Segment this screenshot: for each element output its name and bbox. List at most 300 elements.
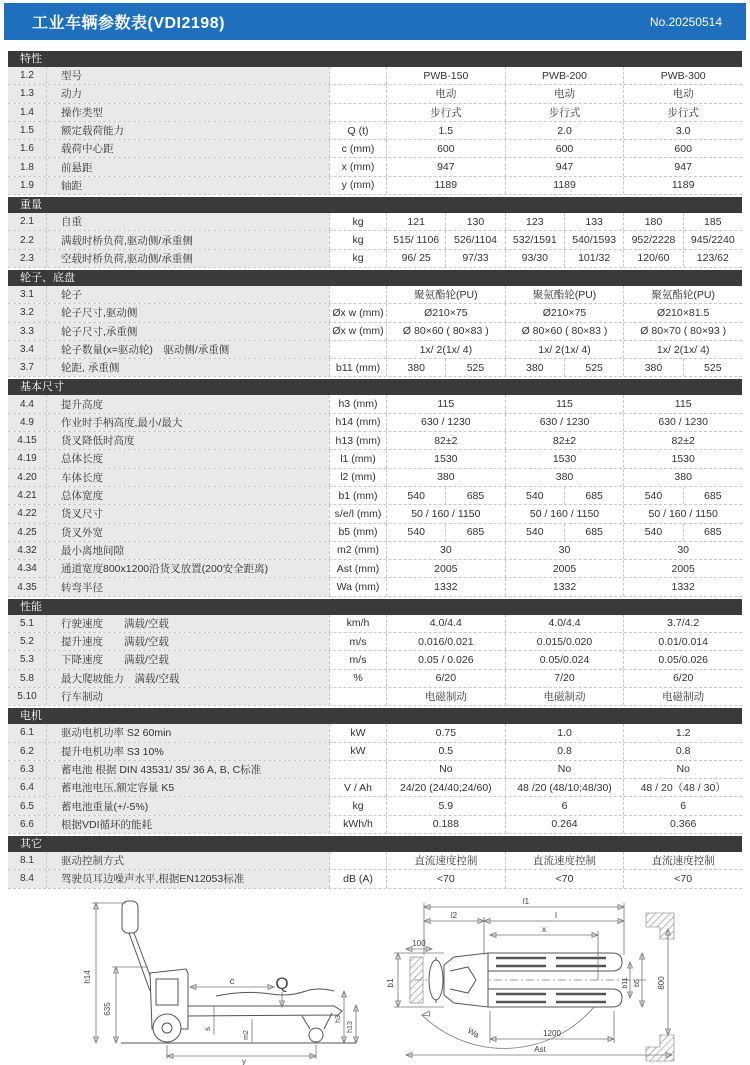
table-row: [8, 250, 742, 268]
row-label: 行车制动: [46, 688, 329, 705]
section-header: [8, 706, 742, 724]
value-cell: <70: [505, 870, 624, 887]
fork: [188, 1006, 342, 1016]
value-cell: 0.75: [386, 724, 505, 741]
table-row: [8, 341, 742, 359]
value-cell: 0.05/0.026: [623, 651, 742, 668]
table-row: [8, 761, 742, 779]
row-values: [386, 688, 742, 705]
value-cell: 电动: [386, 85, 505, 102]
row-unit: [329, 852, 386, 869]
row-label: 轮子: [46, 286, 329, 303]
dim-y-label: y: [242, 1056, 246, 1065]
row-label: 最小离地间隙: [46, 542, 329, 559]
value-cell: 2005: [623, 560, 742, 577]
section-header: [8, 597, 742, 615]
row-values: [386, 761, 742, 778]
value-cell: 380: [623, 359, 682, 376]
row-unit: [329, 761, 386, 778]
row-label: 转弯半径: [46, 578, 329, 595]
row-unit: Wa (mm): [329, 578, 386, 595]
table-row: [8, 870, 742, 888]
value-cell: 685: [564, 487, 623, 504]
row-unit: h3 (mm): [329, 395, 386, 412]
row-unit: c (mm): [329, 140, 386, 157]
row-index: 6.2: [8, 743, 46, 760]
row-values: [386, 560, 742, 577]
table-row: [8, 724, 742, 742]
value-cell: 82±2: [386, 432, 505, 449]
value-cell: 1x/ 2(1x/ 4): [623, 341, 742, 358]
section-header: [8, 834, 742, 852]
row-values: [386, 395, 742, 412]
table-row: [8, 395, 742, 413]
technical-drawings: [4, 889, 746, 1065]
table-row: [8, 670, 742, 688]
table-row: [8, 560, 742, 578]
section-title: 电机: [20, 710, 42, 723]
row-values: [386, 122, 742, 139]
row-index: 2.2: [8, 231, 46, 248]
row-values: [386, 450, 742, 467]
value-cell: 945/2240: [683, 231, 742, 248]
value-cell: 6: [505, 797, 624, 814]
row-values: [386, 323, 742, 340]
row-index: 5.3: [8, 651, 46, 668]
table-row: [8, 286, 742, 304]
value-cell: 123: [505, 213, 564, 230]
dim-ast-label: Ast: [534, 1044, 546, 1054]
value-cell: 540: [386, 487, 445, 504]
wall-hatch-bottom: [646, 1035, 674, 1061]
row-unit: m2 (mm): [329, 542, 386, 559]
row-index: 1.5: [8, 122, 46, 139]
value-cell: 133: [564, 213, 623, 230]
row-index: 8.1: [8, 852, 46, 869]
value-cell: 30: [623, 542, 742, 559]
value-cell: 0.05/0.024: [505, 651, 624, 668]
row-label: 动力: [46, 85, 329, 102]
value-cell: 1530: [505, 450, 624, 467]
row-unit: kW: [329, 724, 386, 741]
row-unit: y (mm): [329, 177, 386, 194]
row-unit: h14 (mm): [329, 414, 386, 431]
row-unit: kg: [329, 231, 386, 248]
value-cell: 6/20: [623, 670, 742, 687]
table-row: [8, 651, 742, 669]
table-row: [8, 487, 742, 505]
fork-lower: [488, 989, 622, 1007]
value-cell: 1.5: [386, 122, 505, 139]
row-unit: Ast (mm): [329, 560, 386, 577]
row-index: 3.4: [8, 341, 46, 358]
row-index: 6.4: [8, 779, 46, 796]
value-cell: 5.9: [386, 797, 505, 814]
row-values: [386, 743, 742, 760]
row-label: 作业时手柄高度,最小/最大: [46, 414, 329, 431]
row-unit: dB (A): [329, 870, 386, 887]
row-index: 1.3: [8, 85, 46, 102]
row-label: 额定载荷能力: [46, 122, 329, 139]
page-header: [4, 3, 746, 40]
table-row: [8, 323, 742, 341]
value-cell: 电磁制动: [386, 688, 505, 705]
top-view-drawing: [384, 895, 696, 1065]
row-index: 1.4: [8, 104, 46, 121]
dim-m2-label: m2: [243, 1029, 250, 1040]
row-index: 4.34: [8, 560, 46, 577]
row-index: 1.9: [8, 177, 46, 194]
value-cell: No: [505, 761, 624, 778]
table-row: [8, 85, 742, 103]
section-title: 重量: [20, 199, 42, 212]
row-index: 4.21: [8, 487, 46, 504]
row-values: [386, 487, 742, 504]
row-unit: m/s: [329, 651, 386, 668]
row-label: 驱动电机功率 S2 60min: [46, 724, 329, 741]
row-label: 驱动控制方式: [46, 852, 329, 869]
value-cell: 180: [623, 213, 682, 230]
value-cell: 直流速度控制: [623, 852, 742, 869]
value-cell: 聚氨酯轮(PU): [505, 286, 624, 303]
row-unit: l2 (mm): [329, 469, 386, 486]
row-label: 空载时桥负荷,驱动侧/承重侧: [46, 250, 329, 267]
table-row: [8, 231, 742, 249]
row-index: 4.4: [8, 395, 46, 412]
row-values: [386, 852, 742, 869]
row-label: 通道宽度800x1200沿货叉放置(200安全距离): [46, 560, 329, 577]
row-index: 2.3: [8, 250, 46, 267]
row-values: [386, 304, 742, 321]
value-cell: 685: [683, 524, 742, 541]
row-index: 5.2: [8, 633, 46, 650]
dim-h13-label: h13: [347, 1020, 354, 1033]
value-cell: 3.0: [623, 122, 742, 139]
value-cell: 50 / 160 / 1150: [623, 505, 742, 522]
spec-table: [8, 49, 742, 889]
row-unit: [329, 688, 386, 705]
value-cell: PWB-150: [386, 67, 505, 84]
row-index: 1.6: [8, 140, 46, 157]
row-unit: kg: [329, 797, 386, 814]
row-values: [386, 779, 742, 796]
row-values: [386, 286, 742, 303]
row-unit: kg: [329, 250, 386, 267]
row-values: [386, 67, 742, 84]
table-row: [8, 304, 742, 322]
section-header: [8, 377, 742, 395]
dim-b11-label: b11: [622, 976, 629, 989]
value-cell: Ø 80×70 ( 80×93 ): [623, 323, 742, 340]
row-values: [386, 158, 742, 175]
row-label: 轮子尺寸,承重侧: [46, 323, 329, 340]
row-values: [386, 633, 742, 650]
value-cell: 直流速度控制: [386, 852, 505, 869]
table-row: [8, 158, 742, 176]
value-cell: 123/62: [683, 250, 742, 267]
value-cell: <70: [386, 870, 505, 887]
value-cell: 525: [445, 359, 504, 376]
row-index: 6.3: [8, 761, 46, 778]
row-unit: kWh/h: [329, 816, 386, 833]
row-index: 8.4: [8, 870, 46, 887]
value-cell: PWB-200: [505, 67, 624, 84]
dim-b1-label: b1: [386, 978, 395, 988]
load-roller: [309, 1028, 323, 1042]
row-label: 轮子数量(x=驱动轮) 驱动侧/承重侧: [46, 341, 329, 358]
dim-1200-label: 1200: [543, 1028, 561, 1038]
row-values: [386, 104, 742, 121]
value-cell: 525: [683, 359, 742, 376]
row-index: 3.2: [8, 304, 46, 321]
row-values: [386, 651, 742, 668]
value-cell: Ø210×81.5: [623, 304, 742, 321]
value-cell: 0.188: [386, 816, 505, 833]
row-unit: Øx w (mm): [329, 304, 386, 321]
row-index: 5.10: [8, 688, 46, 705]
row-values: [386, 578, 742, 595]
value-cell: 685: [683, 487, 742, 504]
table-row: [8, 743, 742, 761]
row-unit: V / Ah: [329, 779, 386, 796]
row-values: [386, 816, 742, 833]
section-header: [8, 195, 742, 213]
value-cell: Ø210×75: [505, 304, 624, 321]
table-row: [8, 816, 742, 834]
table-row: [8, 450, 742, 468]
value-cell: 532/1591: [505, 231, 564, 248]
row-label: 蓄电池电压,额定容量 K5: [46, 779, 329, 796]
row-label: 行驶速度 满载/空载: [46, 615, 329, 632]
row-index: 1.2: [8, 67, 46, 84]
value-cell: 步行式: [623, 104, 742, 121]
value-cell: 48 /20 (48/10;48/30): [505, 779, 624, 796]
row-index: 4.35: [8, 578, 46, 595]
value-cell: 600: [623, 140, 742, 157]
value-cell: 185: [683, 213, 742, 230]
value-cell: 600: [505, 140, 624, 157]
value-cell: 步行式: [386, 104, 505, 121]
row-index: 4.9: [8, 414, 46, 431]
row-values: [386, 469, 742, 486]
dim-800-label: 800: [657, 975, 666, 990]
row-index: 4.20: [8, 469, 46, 486]
row-unit: b1 (mm): [329, 487, 386, 504]
fork-upper: [488, 953, 622, 971]
tiller-head: [122, 901, 138, 933]
row-values: [386, 140, 742, 157]
row-index: 5.8: [8, 670, 46, 687]
value-cell: 1530: [623, 450, 742, 467]
row-label: 货叉降低时高度: [46, 432, 329, 449]
row-unit: h13 (mm): [329, 432, 386, 449]
row-index: 6.1: [8, 724, 46, 741]
value-cell: 82±2: [505, 432, 624, 449]
value-cell: 1332: [386, 578, 505, 595]
table-row: [8, 177, 742, 195]
row-label: 驾驶员耳边噪声水平,根据EN12053标准: [46, 870, 329, 887]
value-cell: 380: [623, 469, 742, 486]
value-cell: PWB-300: [623, 67, 742, 84]
value-cell: 0.01/0.014: [623, 633, 742, 650]
table-row: [8, 578, 742, 596]
dim-635-label: 635: [103, 1001, 112, 1016]
row-unit: Q (t): [329, 122, 386, 139]
value-cell: 947: [386, 158, 505, 175]
row-values: [386, 432, 742, 449]
row-unit: [329, 104, 386, 121]
value-cell: Ø210×75: [386, 304, 505, 321]
value-cell: 630 / 1230: [386, 414, 505, 431]
row-unit: m/s: [329, 633, 386, 650]
row-label: 轮距, 承重侧: [46, 359, 329, 376]
value-cell: 0.8: [623, 743, 742, 760]
section-title: 轮子、底盘: [20, 271, 75, 284]
table-row: [8, 414, 742, 432]
value-cell: 130: [445, 213, 504, 230]
value-cell: 515/ 1106: [386, 231, 445, 248]
steering-wheel: [429, 960, 443, 1000]
value-cell: 1x/ 2(1x/ 4): [505, 341, 624, 358]
value-cell: 4.0/4.4: [505, 615, 624, 632]
row-values: [386, 85, 742, 102]
row-index: 5.1: [8, 615, 46, 632]
dim-l1-label: l1: [522, 896, 530, 906]
row-label: 提升高度: [46, 395, 329, 412]
section-title: 基本尺寸: [20, 381, 64, 394]
row-values: [386, 870, 742, 887]
value-cell: 聚氨酯轮(PU): [623, 286, 742, 303]
row-index: 2.1: [8, 213, 46, 230]
row-values: [386, 359, 742, 376]
row-label: 总体长度: [46, 450, 329, 467]
value-cell: 540: [386, 524, 445, 541]
row-label: 货叉外宽: [46, 524, 329, 541]
page-title: 工业车辆参数表(VDI2198): [32, 15, 225, 32]
value-cell: 630 / 1230: [623, 414, 742, 431]
value-cell: 380: [386, 359, 445, 376]
table-row: [8, 122, 742, 140]
value-cell: 685: [564, 524, 623, 541]
value-cell: 380: [386, 469, 505, 486]
side-view-drawing: [66, 895, 362, 1065]
row-index: 3.3: [8, 323, 46, 340]
row-values: [386, 250, 742, 267]
value-cell: 526/1104: [445, 231, 504, 248]
value-cell: No: [623, 761, 742, 778]
value-cell: 4.0/4.4: [386, 615, 505, 632]
table-row: [8, 140, 742, 158]
value-cell: 540: [623, 524, 682, 541]
row-unit: %: [329, 670, 386, 687]
row-label: 轮子尺寸,驱动侧: [46, 304, 329, 321]
row-label: 型号: [46, 67, 329, 84]
row-label: 自重: [46, 213, 329, 230]
value-cell: 540/1593: [564, 231, 623, 248]
value-cell: 电动: [505, 85, 624, 102]
row-values: [386, 231, 742, 248]
value-cell: 电磁制动: [623, 688, 742, 705]
section-header: [8, 268, 742, 286]
row-values: [386, 341, 742, 358]
dim-wa-label: Wa: [465, 1025, 481, 1040]
value-cell: 947: [505, 158, 624, 175]
section-title: 其它: [20, 837, 42, 850]
row-values: [386, 542, 742, 559]
row-label: 最大爬坡能力 满载/空载: [46, 670, 329, 687]
load-q-label: Q: [275, 973, 289, 993]
row-unit: l1 (mm): [329, 450, 386, 467]
table-row: [8, 688, 742, 706]
value-cell: No: [386, 761, 505, 778]
value-cell: 0.05 / 0.026: [386, 651, 505, 668]
dim-h3-label: h3: [335, 1014, 342, 1023]
row-label: 车体长度: [46, 469, 329, 486]
value-cell: 直流速度控制: [505, 852, 624, 869]
value-cell: 步行式: [505, 104, 624, 121]
dim-h14-label: h14: [83, 969, 92, 984]
dim-b5-label: b5: [634, 978, 641, 987]
row-values: [386, 524, 742, 541]
value-cell: 电动: [623, 85, 742, 102]
row-label: 前悬距: [46, 158, 329, 175]
row-values: [386, 414, 742, 431]
value-cell: 24/20 (24/40;24/60): [386, 779, 505, 796]
row-index: 4.22: [8, 505, 46, 522]
value-cell: 0.8: [505, 743, 624, 760]
value-cell: 2005: [505, 560, 624, 577]
value-cell: 0.5: [386, 743, 505, 760]
table-row: [8, 432, 742, 450]
section-title: 性能: [20, 600, 42, 613]
row-label: 满载时桥负荷,驱动侧/承重侧: [46, 231, 329, 248]
dim-l2-label: l2: [450, 910, 458, 920]
row-label: 根据VDI循环的能耗: [46, 816, 329, 833]
dim-100-label: 100: [412, 938, 426, 948]
row-label: 蓄电池重量(+/-5%): [46, 797, 329, 814]
value-cell: 101/32: [564, 250, 623, 267]
table-row: [8, 542, 742, 560]
table-row: [8, 615, 742, 633]
value-cell: 7/20: [505, 670, 624, 687]
table-row: [8, 797, 742, 815]
value-cell: 6/20: [386, 670, 505, 687]
value-cell: 115: [505, 395, 624, 412]
dim-c-label: c: [229, 975, 235, 986]
table-row: [8, 213, 742, 231]
value-cell: 1.2: [623, 724, 742, 741]
value-cell: 93/30: [505, 250, 564, 267]
row-unit: x (mm): [329, 158, 386, 175]
table-row: [8, 104, 742, 122]
value-cell: 50 / 160 / 1150: [505, 505, 624, 522]
dim-l-label: l: [555, 910, 557, 920]
value-cell: 1189: [386, 177, 505, 194]
value-cell: 97/33: [445, 250, 504, 267]
value-cell: 1332: [623, 578, 742, 595]
row-unit: b11 (mm): [329, 359, 386, 376]
value-cell: 525: [564, 359, 623, 376]
value-cell: 2.0: [505, 122, 624, 139]
value-cell: 1530: [386, 450, 505, 467]
value-cell: 0.264: [505, 816, 624, 833]
value-cell: 82±2: [623, 432, 742, 449]
value-cell: 0.016/0.021: [386, 633, 505, 650]
value-cell: Ø 80×60 ( 80×83 ): [386, 323, 505, 340]
row-unit: [329, 85, 386, 102]
row-values: [386, 177, 742, 194]
row-index: 4.32: [8, 542, 46, 559]
